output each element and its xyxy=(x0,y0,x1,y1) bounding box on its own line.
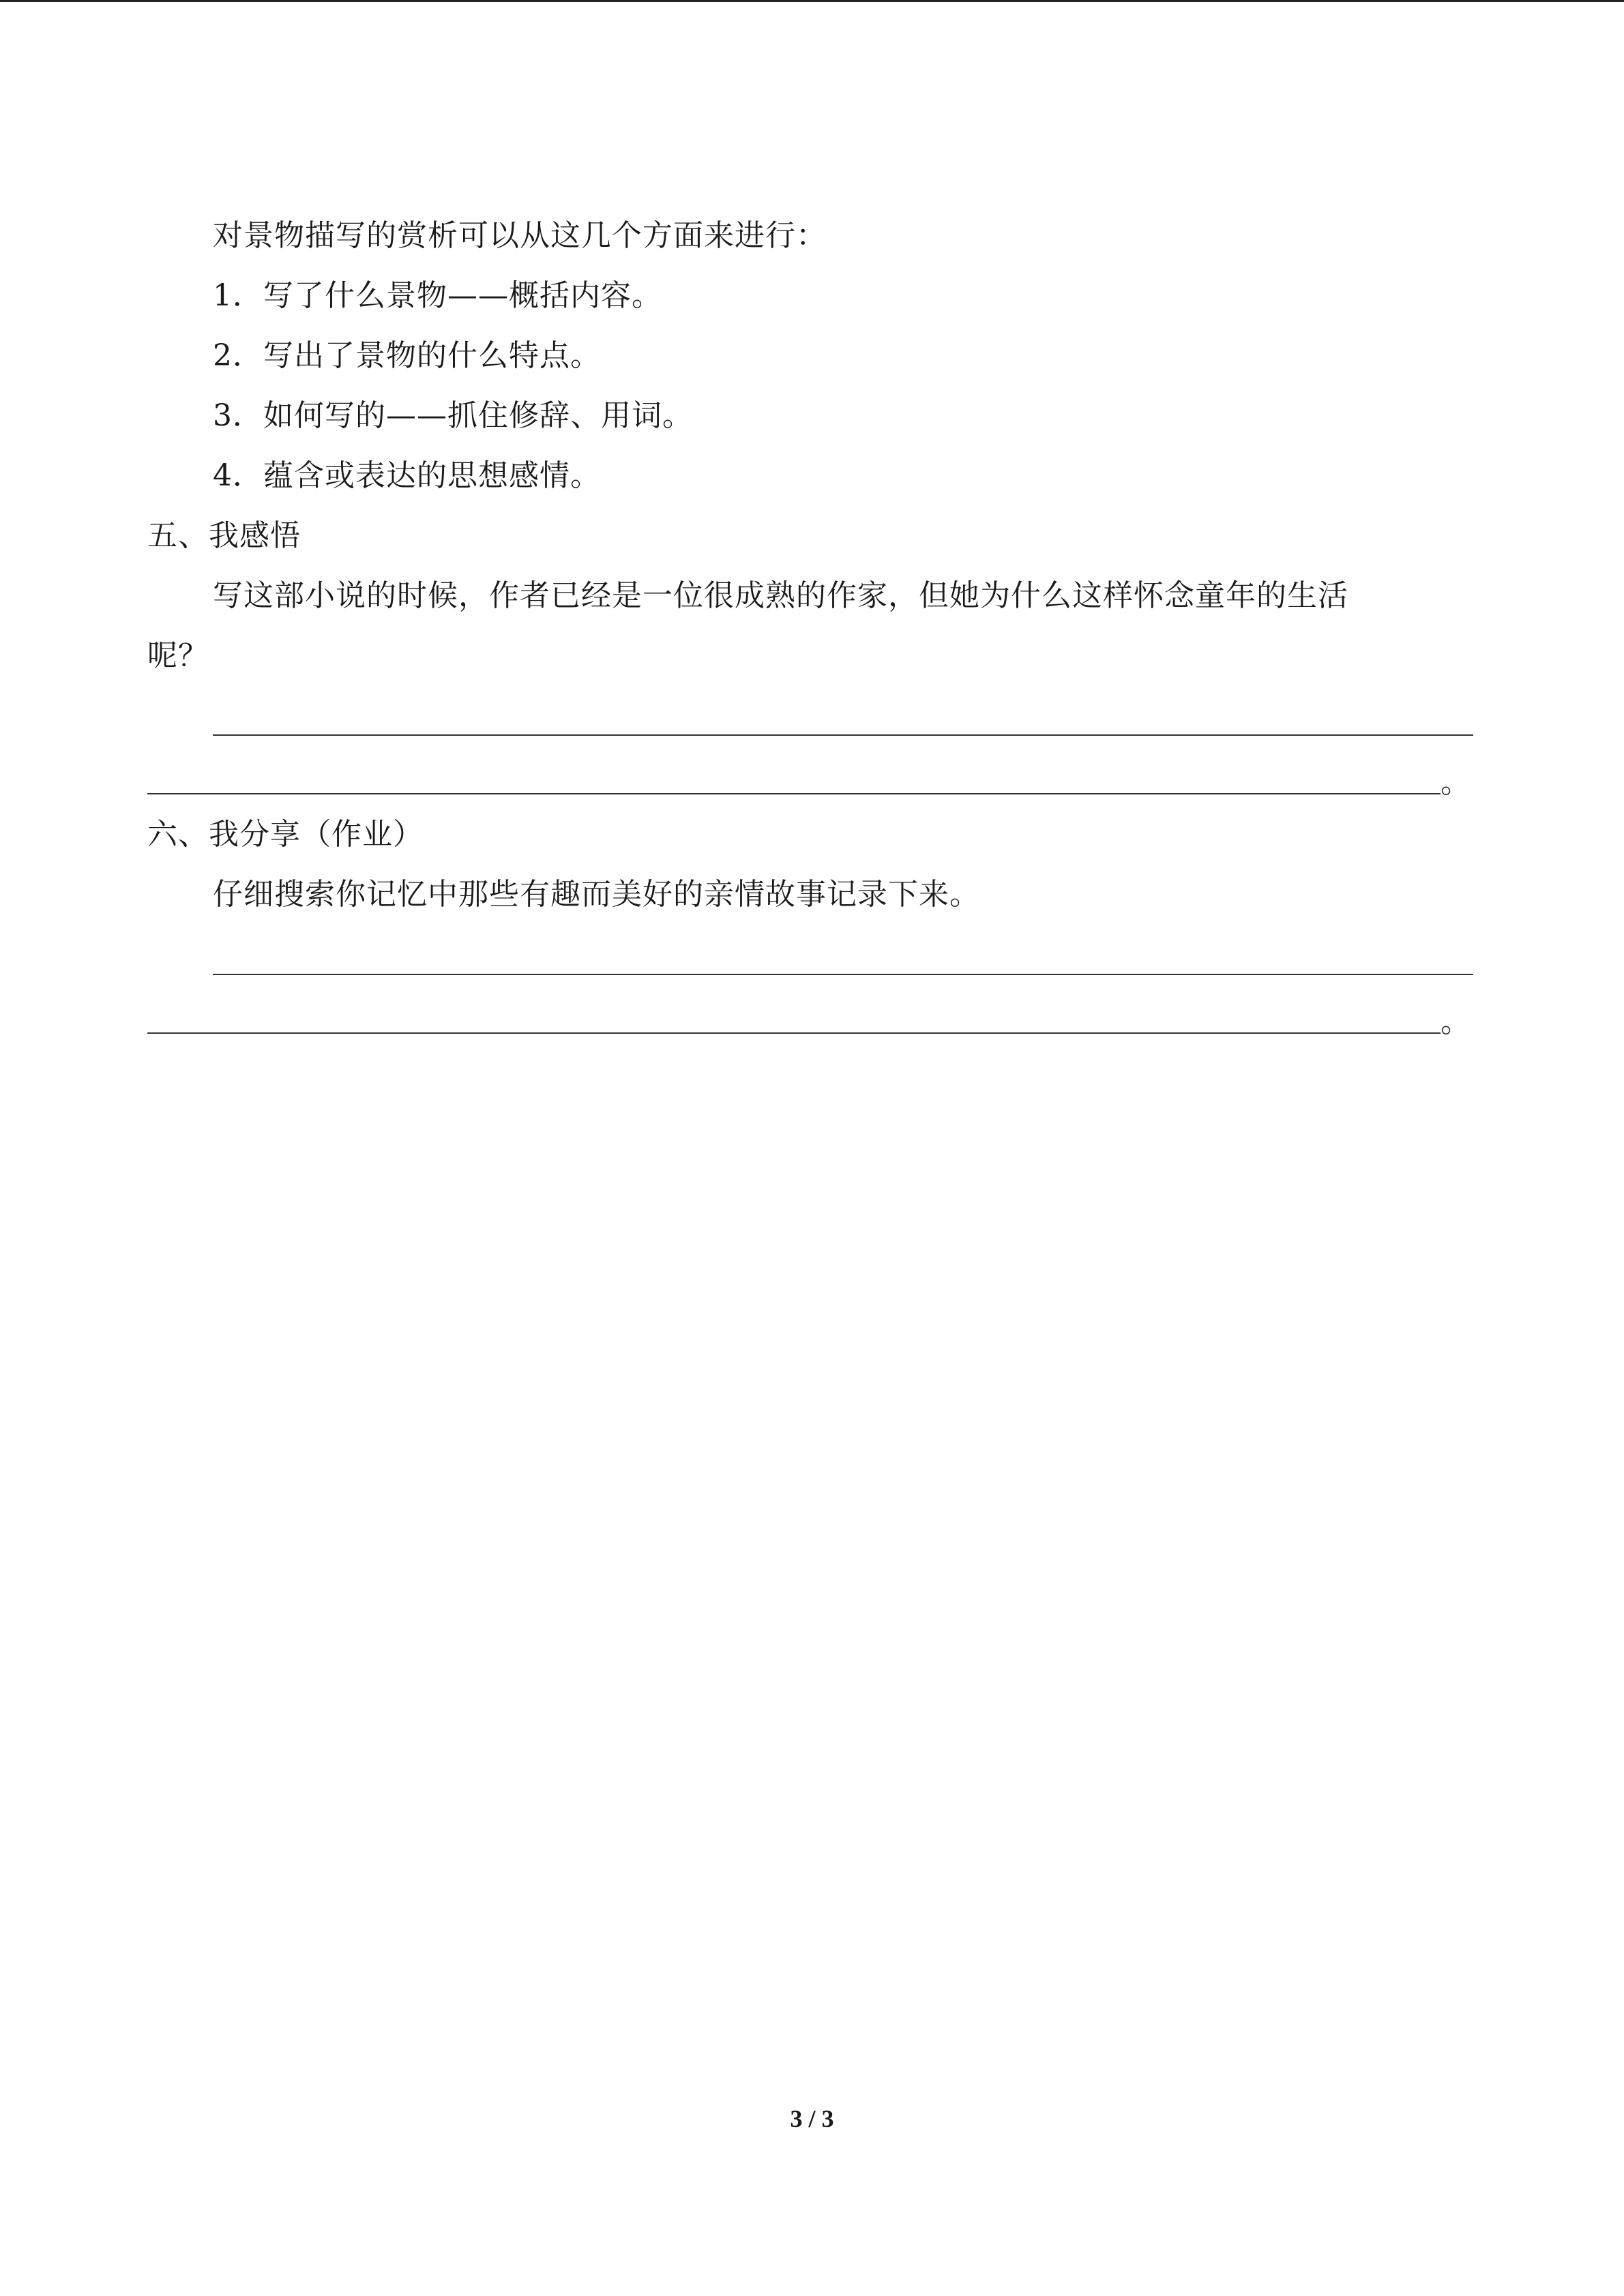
page-top-border xyxy=(0,0,1624,2)
section5-question-line2: 呢？ xyxy=(147,638,209,673)
tip-item-3: 3．如何写的——抓住修辞、用词。 xyxy=(213,398,693,433)
page-number: 3 / 3 xyxy=(790,2105,834,2132)
tip-item-2: 2．写出了景物的什么特点。 xyxy=(213,338,601,373)
section6-answer-period: 。 xyxy=(1441,1004,1471,1039)
section6-answer-line-2[interactable] xyxy=(147,1032,1441,1034)
section5-answer-period: 。 xyxy=(1441,765,1471,800)
section5-question-line1: 写这部小说的时候，作者已经是一位很成熟的作家，但她为什么这样怀念童年的生活 xyxy=(213,578,1348,613)
section6-heading: 六、我分享（作业） xyxy=(147,817,424,852)
section5-answer-line-2[interactable] xyxy=(147,793,1441,794)
section6-prompt: 仔细搜索你记忆中那些有趣而美好的亲情故事记录下来。 xyxy=(213,877,980,912)
section6-answer-line-1[interactable] xyxy=(213,974,1473,975)
section5-answer-line-1[interactable] xyxy=(213,734,1473,736)
tip-item-4: 4．蕴含或表达的思想感情。 xyxy=(213,458,601,493)
section5-heading: 五、我感悟 xyxy=(147,518,301,553)
tip-item-1: 1．写了什么景物——概括内容。 xyxy=(213,278,662,313)
intro-text: 对景物描写的赏析可以从这几个方面来进行： xyxy=(213,218,827,253)
